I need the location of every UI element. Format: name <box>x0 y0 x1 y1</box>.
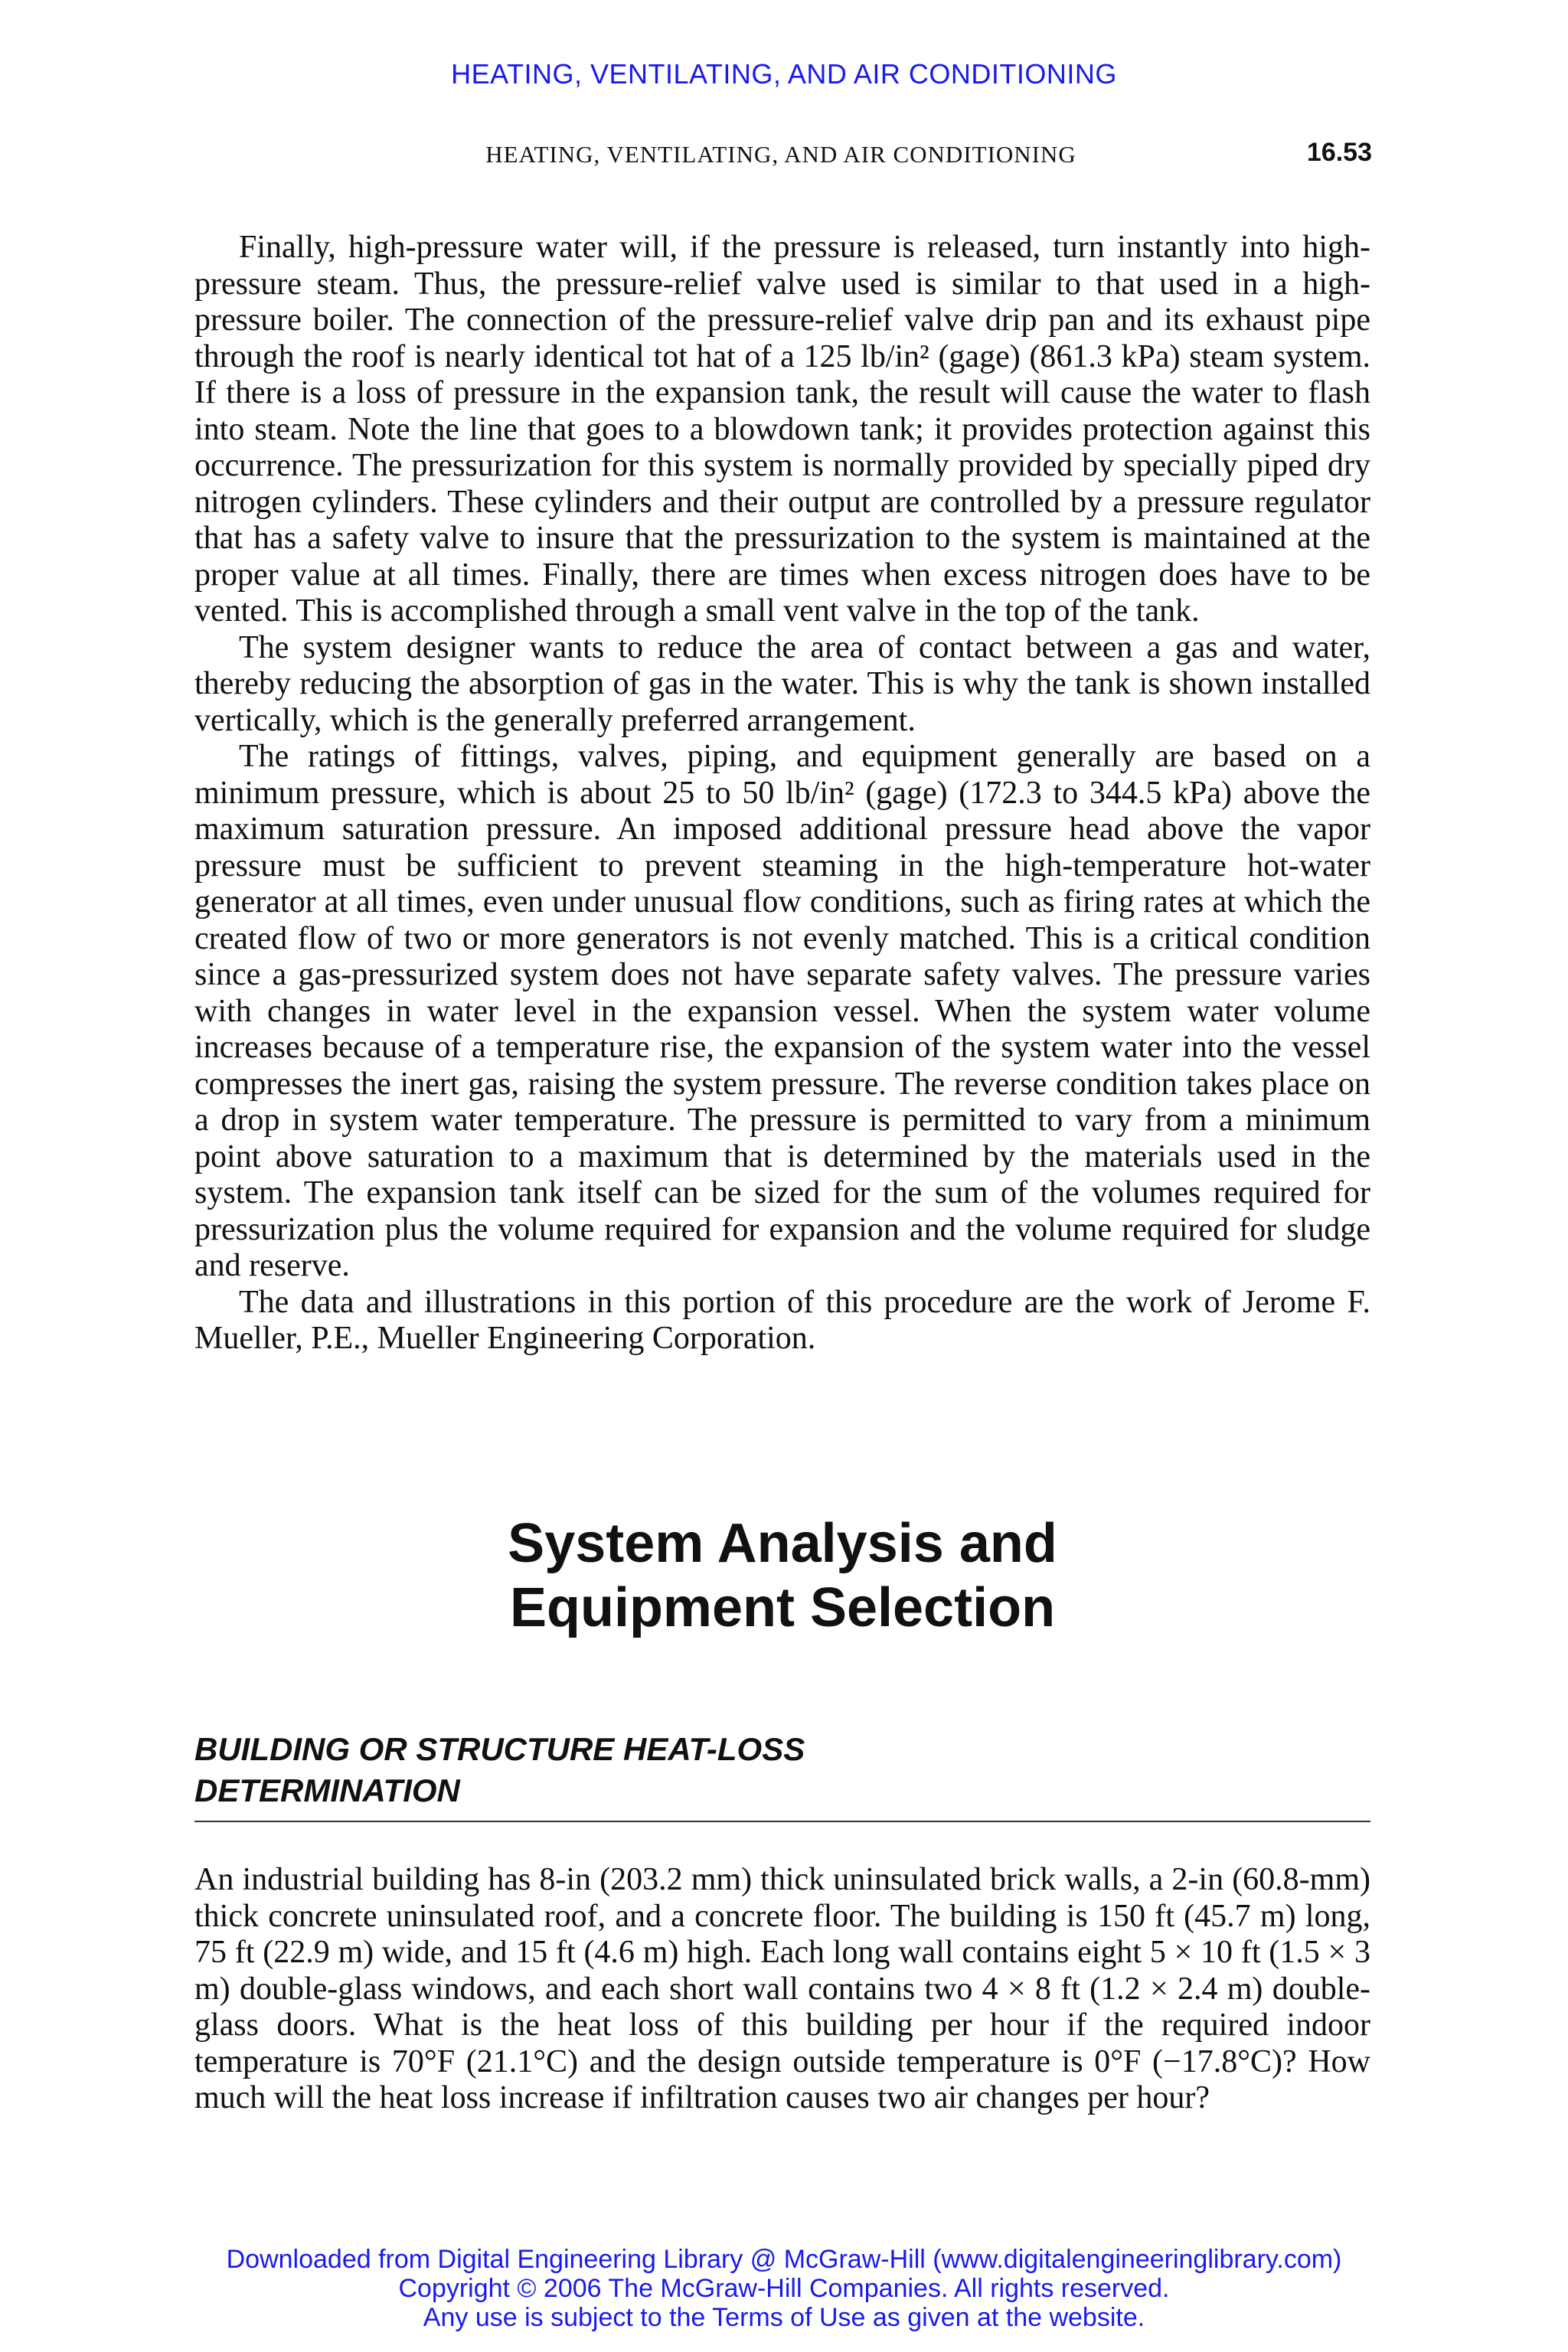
paragraph-ratings: The ratings of fittings, valves, piping, and equipment generally are based on a minimum pressure, which is about 25 to 50 lb/in² (gage) (172.3 to 344.5 kPa) above the maximum saturation pressure. An imposed additional pressure head above the vapor pressure must be sufficient to prevent steaming in the high-temperature hot-water generator at all times, even under unusual flow conditions, such as firing rates at which the created flow of two or more generators is not evenly matched. This is a critical condition since a gas-pressurized system does not have separate safety valves. The pressure varies with changes in water level in the expansion vessel. When the system water volume increases because of a temperature rise, the expansion of the system water into the vessel compresses the inert gas, raising the system pressure. The reverse condition takes place on a drop in system water temperature. The pressure is permitted to vary from a minimum point above saturation to a maximum that is determined by the materials used in the system. The expansion tank itself can be sized for the sum of the volumes required for pressurization plus the volume required for expansion and the volume required for sludge and reserve. <box>194 739 1370 1283</box>
subsection-heading-line2: DETERMINATION <box>194 1772 460 1808</box>
footer-download-link[interactable]: Downloaded from Digital Engineering Library @ McGraw-Hill (www.digitalengineeringlibrary.com) <box>226 2245 1342 2274</box>
paragraph-pressure-relief: Finally, high-pressure water will, if the pressure is released, turn instantly into high-pressure steam. Thus, the pressure-relief valve used is similar to that used in a high-pressure boiler. The connection of the pressure-relief valve drip pan and its exhaust pipe through the roof is nearly identical tot hat of a 125 lb/in² (gage) (861.3 kPa) steam system. If there is a loss of pressure in the expansion tank, the result will cause the water to flash into steam. Note the line that goes to a blowdown tank; it provides protection against this occurrence. The pressurization for this system is normally provided by specially piped dry nitrogen cylinders. These cylinders and their output are controlled by a pressure regulator that has a safety valve to insure that the pressurization to the system is maintained at the proper value at all times. Finally, there are times when excess nitrogen does have to be vented. This is accomplished through a small vent valve in the top of the tank. <box>194 230 1370 629</box>
section-title <box>194 1511 1370 1640</box>
body-text <box>194 230 1370 1357</box>
footer-terms-link[interactable]: Any use is subject to the Terms of Use as given at the website. <box>423 2303 1145 2332</box>
top-banner-title: HEATING, VENTILATING, AND AIR CONDITIONING <box>451 58 1117 90</box>
subsection-heading <box>194 1729 1370 1822</box>
subsection-heading-line1: BUILDING OR STRUCTURE HEAT-LOSS <box>194 1731 805 1767</box>
footer-copyright: Copyright © 2006 The McGraw-Hill Companies. All rights reserved. <box>398 2274 1170 2303</box>
problem-statement <box>194 1862 1370 2117</box>
problem-paragraph: An industrial building has 8-in (203.2 mm) thick uninsulated brick walls, a 2-in (60.8-mm) thick concrete uninsulated roof, and a concrete floor. The building is 150 ft (45.7 m) long, 75 ft (22.9 m) wide, and 15 ft (4.6 m) high. Each long wall contains eight 5 × 10 ft (1.5 × 3 m) double-glass windows, and each short wall contains two 4 × 8 ft (1.2 × 2.4 m) double-glass doors. What is the heat loss of this building per hour if the required indoor temperature is 70°F (21.1°C) and the design outside temperature is 0°F (−17.8°C)? How much will the heat loss increase if infiltration causes two air changes per hour? <box>194 1862 1370 2115</box>
paragraph-tank-orientation: The system designer wants to reduce the area of contact between a gas and water, thereby reducing the absorption of gas in the water. This is why the tank is shown installed vertically, which is the generally preferred arrangement. <box>194 629 1370 738</box>
section-title-line2: Equipment Selection <box>509 1577 1056 1638</box>
section-title-line1: System Analysis and <box>508 1513 1057 1574</box>
download-footer <box>0 2245 1568 2332</box>
running-head: HEATING, VENTILATING, AND AIR CONDITIONING <box>485 141 1076 168</box>
paragraph-credits: The data and illustrations in this portion of this procedure are the work of Jerome F. Mueller, P.E., Mueller Engineering Corporation. <box>194 1284 1370 1356</box>
page-number: 16.53 <box>1306 138 1372 167</box>
